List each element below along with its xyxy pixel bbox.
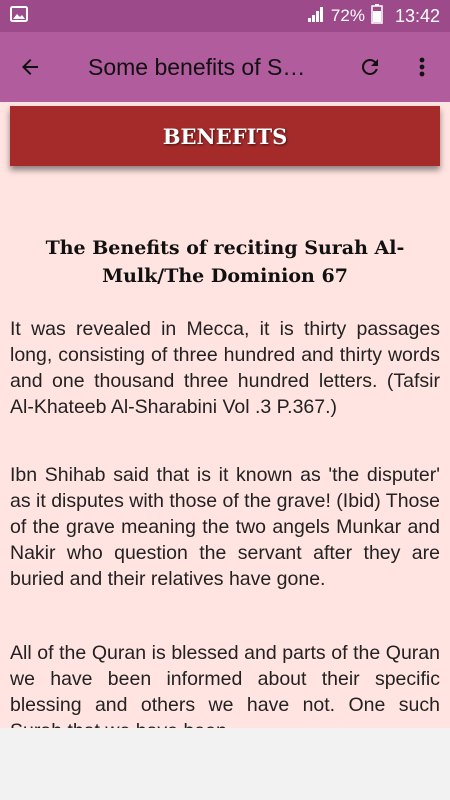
paragraph-3: All of the Quran is blessed and parts of the Quran we have been informed about their specific blessing and others we have not. One such (10, 642, 440, 716)
signal-icon (307, 5, 325, 28)
paragraph-1: It was revealed in Mecca, it is thirty passages long, consisting of three hundred and thirty words and one thousand three hundred letters. (Tafsir Al-Khateeb Al-Sharabini Vol .3 P.367.) (10, 318, 440, 418)
status-left (10, 6, 28, 26)
more-vert-icon[interactable] (404, 32, 440, 102)
battery-icon (371, 4, 383, 29)
status-bar (0, 0, 450, 32)
content-area (0, 102, 450, 728)
back-arrow-icon[interactable] (0, 32, 60, 102)
app-bar (0, 32, 450, 102)
paragraph-2: Ibn Shihab said that is it known as 'the disputer' as it disputes with those of the grave! (Ibid) Those of the grave meaning the two angels Munkar and Nakir who question the servant after they are buried and their relatives have gone. (10, 464, 440, 590)
clock: 13:42 (394, 5, 440, 26)
page-title: Some benefits of S… (88, 53, 306, 80)
benefits-banner: BENEFITS (10, 106, 440, 166)
article-title: The Benefits of reciting Surah Al-Mulk/The Dominion 67 (45, 237, 405, 287)
refresh-icon[interactable] (350, 32, 390, 102)
image-icon (10, 6, 28, 26)
status-right (307, 4, 440, 29)
battery-percent: 72% (330, 6, 365, 25)
bottom-blank-area (0, 728, 450, 800)
